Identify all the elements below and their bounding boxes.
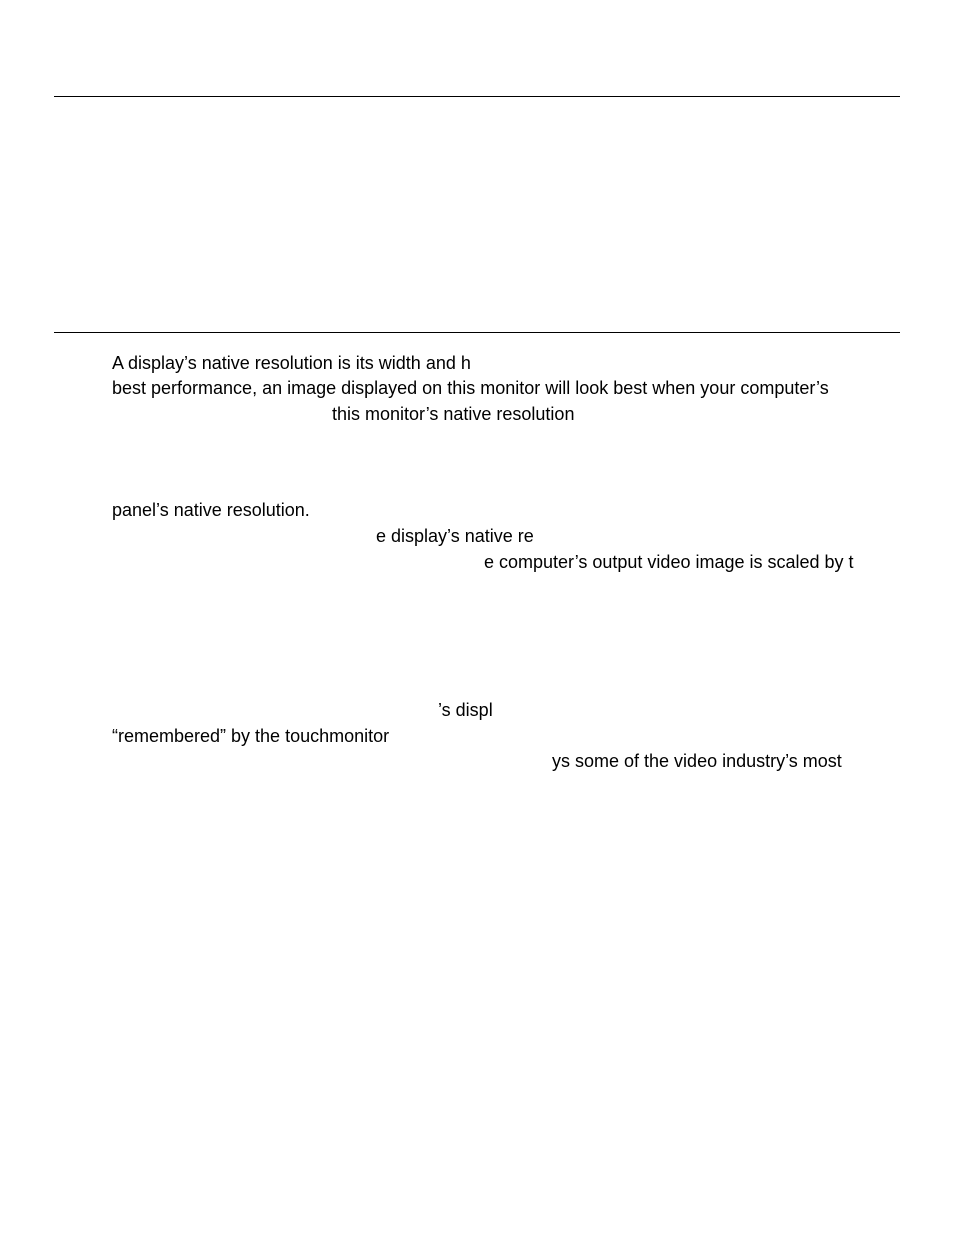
paragraph-line-6: e computer’s output video image is scaled by t xyxy=(484,552,854,572)
paragraph-line-1: A display’s native resolution is its width and h xyxy=(112,353,471,373)
section-divider xyxy=(54,332,900,333)
paragraph-line-3: this monitor’s native resolution xyxy=(332,404,575,424)
paragraph-line-8: “remembered” by the touchmonitor xyxy=(112,726,390,746)
top-divider xyxy=(54,96,900,97)
paragraph-line-4: panel’s native resolution. xyxy=(112,500,310,520)
paragraph-line-7: ’s displ xyxy=(438,700,493,720)
paragraph-line-9: ys some of the video industry’s most xyxy=(552,751,842,771)
paragraph-line-5: e display’s native re xyxy=(376,526,534,546)
paragraph-line-2: best performance, an image displayed on this monitor will look best when your computer’s xyxy=(112,378,829,398)
